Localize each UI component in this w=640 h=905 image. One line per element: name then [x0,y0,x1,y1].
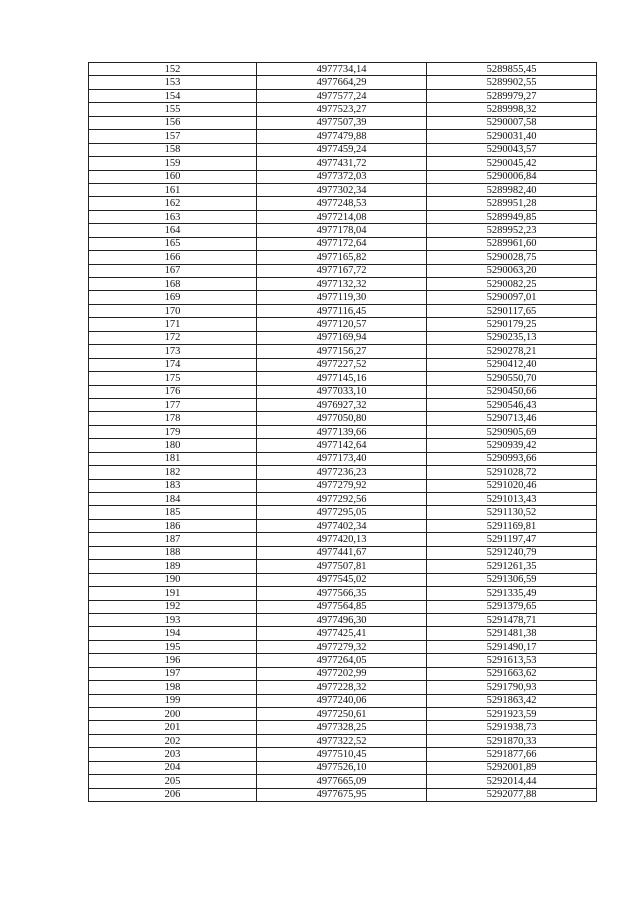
table-row [89,251,597,264]
table-row [89,278,597,291]
table-row [89,667,597,680]
x-coordinate-cell: 4977322,52 [257,734,427,747]
coordinates-table-body [89,63,597,802]
point-number-cell: 184 [89,493,257,506]
table-row [89,775,597,788]
y-coordinate-cell: 5291335,49 [427,587,597,600]
point-number-cell: 206 [89,788,257,801]
point-number-cell: 190 [89,573,257,586]
point-number-cell: 163 [89,210,257,223]
point-number-cell: 177 [89,398,257,411]
x-coordinate-cell: 4977202,99 [257,667,427,680]
point-number-cell: 199 [89,694,257,707]
point-number-cell: 203 [89,748,257,761]
x-coordinate-cell: 4977145,16 [257,372,427,385]
x-coordinate-cell: 4977240,06 [257,694,427,707]
point-number-cell: 153 [89,76,257,89]
x-coordinate-cell: 4977178,04 [257,224,427,237]
point-number-cell: 196 [89,654,257,667]
y-coordinate-cell: 5291478,71 [427,613,597,626]
x-coordinate-cell: 4977295,05 [257,506,427,519]
point-number-cell: 202 [89,734,257,747]
y-coordinate-cell: 5290939,42 [427,439,597,452]
x-coordinate-cell: 4977526,10 [257,761,427,774]
table-row [89,143,597,156]
table-row [89,318,597,331]
y-coordinate-cell: 5290550,70 [427,372,597,385]
x-coordinate-cell: 4977033,10 [257,385,427,398]
x-coordinate-cell: 4977507,81 [257,560,427,573]
x-coordinate-cell: 4977264,05 [257,654,427,667]
point-number-cell: 164 [89,224,257,237]
x-coordinate-cell: 4977279,32 [257,640,427,653]
table-row [89,291,597,304]
x-coordinate-cell: 4977566,35 [257,587,427,600]
x-coordinate-cell: 4977523,27 [257,103,427,116]
y-coordinate-cell: 5291020,46 [427,479,597,492]
point-number-cell: 159 [89,157,257,170]
point-number-cell: 189 [89,560,257,573]
point-number-cell: 155 [89,103,257,116]
y-coordinate-cell: 5291877,66 [427,748,597,761]
table-row [89,345,597,358]
x-coordinate-cell: 4977496,30 [257,613,427,626]
x-coordinate-cell: 4977564,85 [257,600,427,613]
y-coordinate-cell: 5289949,85 [427,210,597,223]
point-number-cell: 166 [89,251,257,264]
table-row [89,573,597,586]
point-number-cell: 193 [89,613,257,626]
y-coordinate-cell: 5291240,79 [427,546,597,559]
x-coordinate-cell: 4977142,64 [257,439,427,452]
x-coordinate-cell: 4977236,23 [257,466,427,479]
x-coordinate-cell: 4977665,09 [257,775,427,788]
table-row [89,372,597,385]
point-number-cell: 194 [89,627,257,640]
x-coordinate-cell: 4977227,52 [257,358,427,371]
x-coordinate-cell: 4977119,30 [257,291,427,304]
point-number-cell: 152 [89,63,257,76]
y-coordinate-cell: 5290412,40 [427,358,597,371]
y-coordinate-cell: 5292001,89 [427,761,597,774]
table-row [89,264,597,277]
table-row [89,425,597,438]
point-number-cell: 178 [89,412,257,425]
y-coordinate-cell: 5290045,42 [427,157,597,170]
table-row [89,210,597,223]
x-coordinate-cell: 4977420,13 [257,533,427,546]
table-row [89,89,597,102]
x-coordinate-cell: 4977165,82 [257,251,427,264]
table-row [89,587,597,600]
point-number-cell: 154 [89,89,257,102]
x-coordinate-cell: 4977577,24 [257,89,427,102]
table-row [89,412,597,425]
y-coordinate-cell: 5290007,58 [427,116,597,129]
y-coordinate-cell: 5291870,33 [427,734,597,747]
table-row [89,63,597,76]
y-coordinate-cell: 5291306,59 [427,573,597,586]
x-coordinate-cell: 4977292,56 [257,493,427,506]
table-row [89,439,597,452]
point-number-cell: 204 [89,761,257,774]
table-row [89,748,597,761]
y-coordinate-cell: 5290278,21 [427,345,597,358]
y-coordinate-cell: 5291261,35 [427,560,597,573]
point-number-cell: 173 [89,345,257,358]
y-coordinate-cell: 5291613,53 [427,654,597,667]
x-coordinate-cell: 4977139,66 [257,425,427,438]
table-row [89,116,597,129]
point-number-cell: 172 [89,331,257,344]
point-number-cell: 188 [89,546,257,559]
table-row [89,237,597,250]
table-row [89,627,597,640]
table-row [89,479,597,492]
point-number-cell: 167 [89,264,257,277]
x-coordinate-cell: 4977050,80 [257,412,427,425]
x-coordinate-cell: 4976927,32 [257,398,427,411]
table-row [89,493,597,506]
x-coordinate-cell: 4977116,45 [257,304,427,317]
table-row [89,385,597,398]
point-number-cell: 160 [89,170,257,183]
table-row [89,788,597,801]
y-coordinate-cell: 5291197,47 [427,533,597,546]
point-number-cell: 162 [89,197,257,210]
point-number-cell: 161 [89,183,257,196]
table-row [89,157,597,170]
table-row [89,613,597,626]
y-coordinate-cell: 5290097,01 [427,291,597,304]
y-coordinate-cell: 5290063,20 [427,264,597,277]
x-coordinate-cell: 4977172,64 [257,237,427,250]
table-row [89,197,597,210]
table-row [89,452,597,465]
point-number-cell: 168 [89,278,257,291]
point-number-cell: 183 [89,479,257,492]
table-row [89,708,597,721]
table-row [89,546,597,559]
y-coordinate-cell: 5291490,17 [427,640,597,653]
y-coordinate-cell: 5290993,66 [427,452,597,465]
table-row [89,398,597,411]
y-coordinate-cell: 5289951,28 [427,197,597,210]
x-coordinate-cell: 4977302,34 [257,183,427,196]
table-row [89,331,597,344]
x-coordinate-cell: 4977545,02 [257,573,427,586]
table-row [89,304,597,317]
point-number-cell: 192 [89,600,257,613]
x-coordinate-cell: 4977132,32 [257,278,427,291]
point-number-cell: 197 [89,667,257,680]
y-coordinate-cell: 5291169,81 [427,519,597,532]
table-row [89,721,597,734]
y-coordinate-cell: 5290235,13 [427,331,597,344]
point-number-cell: 174 [89,358,257,371]
x-coordinate-cell: 4977228,32 [257,681,427,694]
table-row [89,183,597,196]
x-coordinate-cell: 4977479,88 [257,130,427,143]
x-coordinate-cell: 4977250,61 [257,708,427,721]
y-coordinate-cell: 5290713,46 [427,412,597,425]
point-number-cell: 169 [89,291,257,304]
y-coordinate-cell: 5289902,55 [427,76,597,89]
point-number-cell: 195 [89,640,257,653]
x-coordinate-cell: 4977459,24 [257,143,427,156]
x-coordinate-cell: 4977167,72 [257,264,427,277]
y-coordinate-cell: 5290905,69 [427,425,597,438]
table-row [89,533,597,546]
x-coordinate-cell: 4977248,53 [257,197,427,210]
table-row [89,681,597,694]
y-coordinate-cell: 5289952,23 [427,224,597,237]
y-coordinate-cell: 5291013,43 [427,493,597,506]
x-coordinate-cell: 4977214,08 [257,210,427,223]
table-row [89,694,597,707]
point-number-cell: 179 [89,425,257,438]
y-coordinate-cell: 5291790,93 [427,681,597,694]
table-row [89,640,597,653]
point-number-cell: 180 [89,439,257,452]
x-coordinate-cell: 4977441,67 [257,546,427,559]
y-coordinate-cell: 5290043,57 [427,143,597,156]
table-row [89,103,597,116]
point-number-cell: 175 [89,372,257,385]
y-coordinate-cell: 5292077,88 [427,788,597,801]
table-row [89,170,597,183]
x-coordinate-cell: 4977675,95 [257,788,427,801]
point-number-cell: 198 [89,681,257,694]
y-coordinate-cell: 5291923,59 [427,708,597,721]
y-coordinate-cell: 5290028,75 [427,251,597,264]
point-number-cell: 157 [89,130,257,143]
point-number-cell: 165 [89,237,257,250]
x-coordinate-cell: 4977169,94 [257,331,427,344]
point-number-cell: 158 [89,143,257,156]
y-coordinate-cell: 5291938,73 [427,721,597,734]
point-number-cell: 182 [89,466,257,479]
x-coordinate-cell: 4977507,39 [257,116,427,129]
point-number-cell: 201 [89,721,257,734]
table-row [89,560,597,573]
y-coordinate-cell: 5291481,38 [427,627,597,640]
point-number-cell: 156 [89,116,257,129]
x-coordinate-cell: 4977402,34 [257,519,427,532]
point-number-cell: 170 [89,304,257,317]
y-coordinate-cell: 5291379,65 [427,600,597,613]
x-coordinate-cell: 4977173,40 [257,452,427,465]
x-coordinate-cell: 4977431,72 [257,157,427,170]
table-row [89,466,597,479]
table-row [89,761,597,774]
y-coordinate-cell: 5290546,43 [427,398,597,411]
y-coordinate-cell: 5291863,42 [427,694,597,707]
table-row [89,519,597,532]
y-coordinate-cell: 5291028,72 [427,466,597,479]
point-number-cell: 191 [89,587,257,600]
table-row [89,600,597,613]
x-coordinate-cell: 4977734,14 [257,63,427,76]
y-coordinate-cell: 5291663,62 [427,667,597,680]
y-coordinate-cell: 5289961,60 [427,237,597,250]
point-number-cell: 205 [89,775,257,788]
table-row [89,224,597,237]
y-coordinate-cell: 5290179,25 [427,318,597,331]
x-coordinate-cell: 4977120,57 [257,318,427,331]
table-row [89,506,597,519]
coordinates-table [88,62,597,802]
point-number-cell: 185 [89,506,257,519]
table-row [89,76,597,89]
y-coordinate-cell: 5289982,40 [427,183,597,196]
y-coordinate-cell: 5289855,45 [427,63,597,76]
x-coordinate-cell: 4977664,29 [257,76,427,89]
point-number-cell: 186 [89,519,257,532]
point-number-cell: 176 [89,385,257,398]
table-row [89,654,597,667]
table-row [89,130,597,143]
y-coordinate-cell: 5292014,44 [427,775,597,788]
y-coordinate-cell: 5290082,25 [427,278,597,291]
y-coordinate-cell: 5291130,52 [427,506,597,519]
y-coordinate-cell: 5290450,66 [427,385,597,398]
table-row [89,358,597,371]
x-coordinate-cell: 4977328,25 [257,721,427,734]
point-number-cell: 200 [89,708,257,721]
x-coordinate-cell: 4977425,41 [257,627,427,640]
y-coordinate-cell: 5289979,27 [427,89,597,102]
x-coordinate-cell: 4977156,27 [257,345,427,358]
x-coordinate-cell: 4977510,45 [257,748,427,761]
y-coordinate-cell: 5289998,32 [427,103,597,116]
x-coordinate-cell: 4977372,03 [257,170,427,183]
x-coordinate-cell: 4977279,92 [257,479,427,492]
point-number-cell: 187 [89,533,257,546]
point-number-cell: 181 [89,452,257,465]
y-coordinate-cell: 5290117,65 [427,304,597,317]
y-coordinate-cell: 5290006,84 [427,170,597,183]
table-row [89,734,597,747]
point-number-cell: 171 [89,318,257,331]
y-coordinate-cell: 5290031,40 [427,130,597,143]
